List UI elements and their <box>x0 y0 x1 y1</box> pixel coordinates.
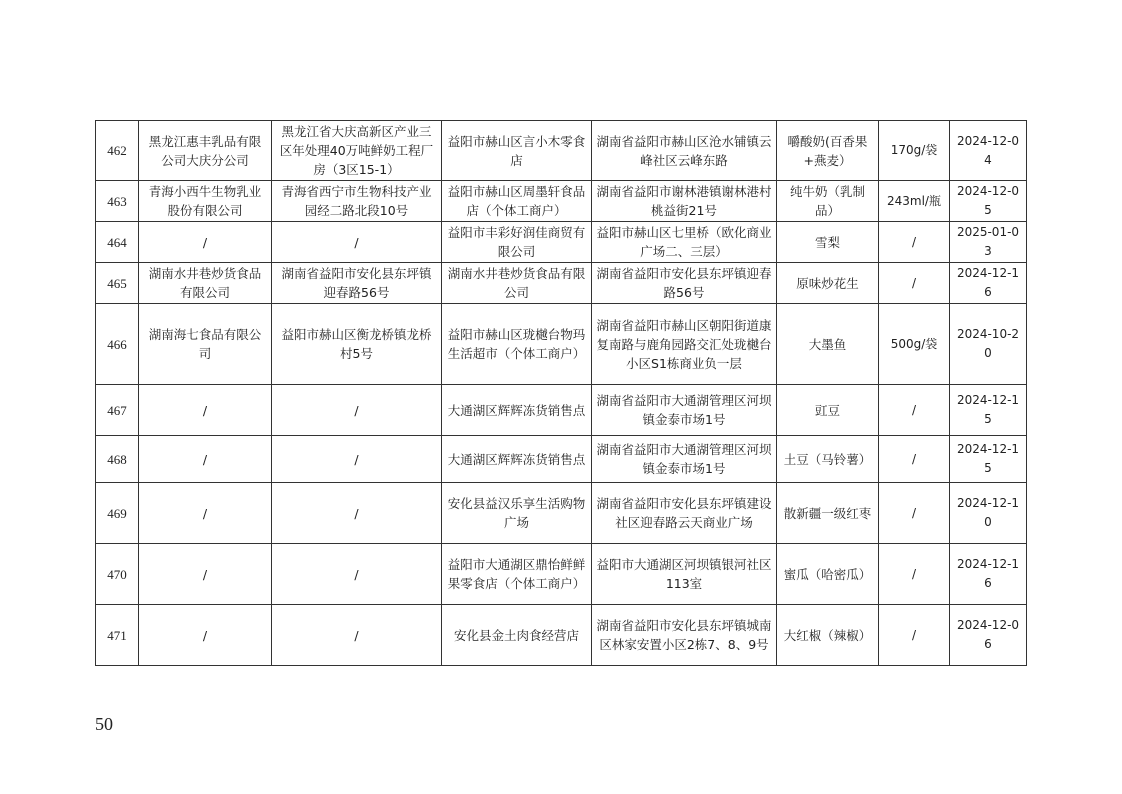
table-row <box>96 385 1027 436</box>
cell-producer-address: / <box>272 436 442 483</box>
cell-producer: / <box>139 544 272 605</box>
cell-producer-address: 湖南省益阳市安化县东坪镇迎春路56号 <box>272 263 442 304</box>
page-number: 50 <box>95 714 113 734</box>
cell-date: 2024-12-05 <box>950 181 1027 222</box>
cell-seller: 益阳市丰彩好润佳商贸有限公司 <box>442 222 592 263</box>
sample-table <box>95 120 1027 666</box>
cell-seller: 益阳市赫山区珑樾台物玛生活超市（个体工商户） <box>442 304 592 385</box>
cell-date: 2024-12-10 <box>950 483 1027 544</box>
cell-producer-address: / <box>272 483 442 544</box>
cell-number: 469 <box>96 483 139 544</box>
cell-date: 2024-12-15 <box>950 436 1027 483</box>
cell-seller-address: 湖南省益阳市大通湖管理区河坝镇金泰市场1号 <box>592 436 777 483</box>
cell-product: 散新疆一级红枣 <box>777 483 879 544</box>
cell-spec: / <box>879 436 950 483</box>
cell-producer-address: / <box>272 222 442 263</box>
cell-number: 467 <box>96 385 139 436</box>
cell-producer-address: 青海省西宁市生物科技产业园经二路北段10号 <box>272 181 442 222</box>
cell-date: 2024-10-20 <box>950 304 1027 385</box>
cell-producer: 湖南海七食品有限公司 <box>139 304 272 385</box>
cell-seller-address: 湖南省益阳市安化县东坪镇迎春路56号 <box>592 263 777 304</box>
cell-seller-address: 湖南省益阳市大通湖管理区河坝镇金泰市场1号 <box>592 385 777 436</box>
cell-seller: 益阳市赫山区周墨轩食品店（个体工商户） <box>442 181 592 222</box>
cell-producer-address: / <box>272 605 442 666</box>
cell-producer-address: 黑龙江省大庆高新区产业三区年处理40万吨鲜奶工程厂房（3区15-1） <box>272 121 442 181</box>
cell-seller: 大通湖区辉辉冻货销售点 <box>442 436 592 483</box>
table-row <box>96 544 1027 605</box>
cell-spec: / <box>879 544 950 605</box>
table-row <box>96 436 1027 483</box>
cell-seller-address: 益阳市赫山区七里桥（欧化商业广场二、三层） <box>592 222 777 263</box>
cell-number: 465 <box>96 263 139 304</box>
cell-producer: / <box>139 385 272 436</box>
cell-seller-address: 湖南省益阳市赫山区朝阳街道康复南路与鹿角园路交汇处珑樾台小区S1栋商业负一层 <box>592 304 777 385</box>
cell-spec: / <box>879 483 950 544</box>
cell-producer: / <box>139 483 272 544</box>
table-row <box>96 605 1027 666</box>
cell-spec: / <box>879 605 950 666</box>
cell-spec: / <box>879 222 950 263</box>
cell-product: 蜜瓜（哈密瓜） <box>777 544 879 605</box>
cell-seller-address: 益阳市大通湖区河坝镇银河社区113室 <box>592 544 777 605</box>
cell-producer: / <box>139 222 272 263</box>
cell-seller-address: 湖南省益阳市赫山区沧水铺镇云峰社区云峰东路 <box>592 121 777 181</box>
cell-product: 纯牛奶（乳制品） <box>777 181 879 222</box>
cell-product: 原味炒花生 <box>777 263 879 304</box>
cell-producer: 黑龙江惠丰乳品有限公司大庆分公司 <box>139 121 272 181</box>
cell-seller: 益阳市赫山区言小木零食店 <box>442 121 592 181</box>
cell-date: 2024-12-04 <box>950 121 1027 181</box>
cell-seller: 益阳市大通湖区鼎怡鲜鲜果零食店（个体工商户） <box>442 544 592 605</box>
cell-product: 嚼酸奶(百香果+燕麦） <box>777 121 879 181</box>
cell-number: 462 <box>96 121 139 181</box>
cell-spec: 500g/袋 <box>879 304 950 385</box>
cell-number: 471 <box>96 605 139 666</box>
cell-producer-address: / <box>272 544 442 605</box>
cell-date: 2024-12-15 <box>950 385 1027 436</box>
cell-producer: / <box>139 605 272 666</box>
cell-seller-address: 湖南省益阳市谢林港镇谢林港村桃益街21号 <box>592 181 777 222</box>
cell-producer-address: 益阳市赫山区衡龙桥镇龙桥村5号 <box>272 304 442 385</box>
cell-product: 大墨鱼 <box>777 304 879 385</box>
cell-number: 466 <box>96 304 139 385</box>
cell-number: 468 <box>96 436 139 483</box>
cell-product: 土豆（马铃薯） <box>777 436 879 483</box>
cell-producer: / <box>139 436 272 483</box>
cell-seller: 安化县金土肉食经营店 <box>442 605 592 666</box>
cell-spec: / <box>879 263 950 304</box>
cell-product: 雪梨 <box>777 222 879 263</box>
cell-date: 2025-01-03 <box>950 222 1027 263</box>
table-row <box>96 181 1027 222</box>
cell-seller: 湖南水井巷炒货食品有限公司 <box>442 263 592 304</box>
table-row <box>96 263 1027 304</box>
cell-spec: 243ml/瓶 <box>879 181 950 222</box>
cell-product: 大红椒（辣椒） <box>777 605 879 666</box>
table-row <box>96 121 1027 181</box>
table-row <box>96 304 1027 385</box>
cell-spec: / <box>879 385 950 436</box>
cell-spec: 170g/袋 <box>879 121 950 181</box>
cell-number: 463 <box>96 181 139 222</box>
cell-producer: 湖南水井巷炒货食品有限公司 <box>139 263 272 304</box>
cell-date: 2024-12-16 <box>950 263 1027 304</box>
table-row <box>96 222 1027 263</box>
cell-number: 464 <box>96 222 139 263</box>
cell-producer-address: / <box>272 385 442 436</box>
table-row <box>96 483 1027 544</box>
cell-seller: 安化县益汉乐享生活购物广场 <box>442 483 592 544</box>
cell-producer: 青海小西牛生物乳业股份有限公司 <box>139 181 272 222</box>
cell-seller-address: 湖南省益阳市安化县东坪镇建设社区迎春路云天商业广场 <box>592 483 777 544</box>
cell-seller-address: 湖南省益阳市安化县东坪镇城南区林家安置小区2栋7、8、9号 <box>592 605 777 666</box>
cell-product: 豇豆 <box>777 385 879 436</box>
cell-date: 2024-12-16 <box>950 544 1027 605</box>
cell-number: 470 <box>96 544 139 605</box>
cell-seller: 大通湖区辉辉冻货销售点 <box>442 385 592 436</box>
cell-date: 2024-12-06 <box>950 605 1027 666</box>
